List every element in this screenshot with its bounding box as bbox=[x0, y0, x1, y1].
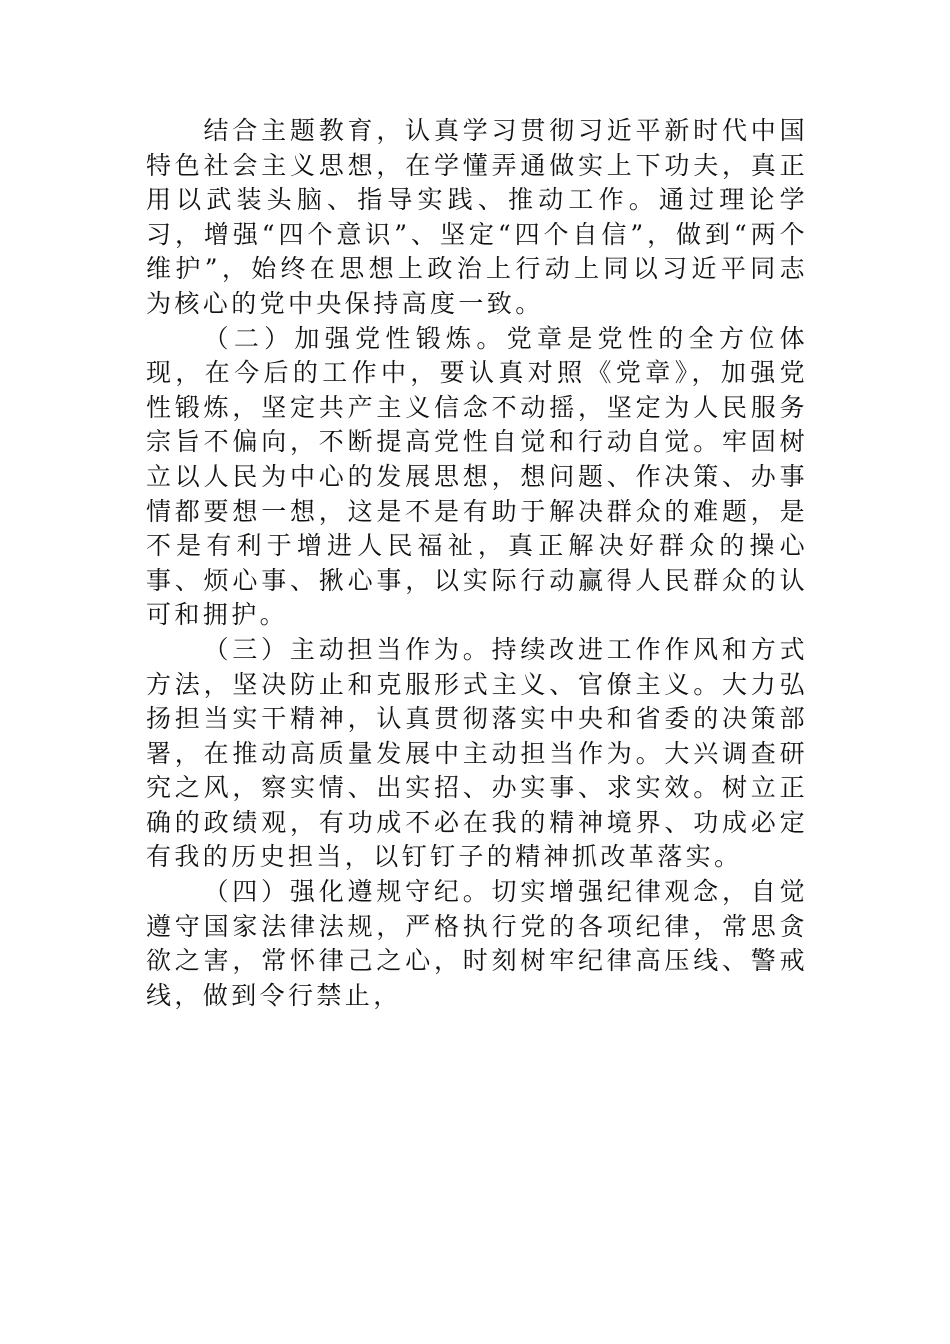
paragraph-heading: （二）加强党性锻炼。 bbox=[203, 323, 507, 353]
paragraph-responsibility bbox=[146, 633, 808, 875]
paragraph-text: 切实增强纪律观念，自觉遵守国家法律法规，严格执行党的各项纪律，常思贪欲之害，常怀律己之心，时刻树牢纪律高压线、警戒线，做到令行禁止， bbox=[146, 877, 808, 1010]
paragraph-text: 结合主题教育，认真学习贯彻习近平新时代中国特色社会主义思想，在学懂弄通做实上下功夫，真正用以武装头脑、指导实践、推动工作。通过理论学习，增强“四个意识”、坚定“四个自信”，做到“两个维护”，始终在思想上政治上行动上同以习近平同志为核心的党中央保持高度一致。 bbox=[146, 116, 808, 318]
paragraph-text: 党章是党性的全方位体现，在今后的工作中，要认真对照《党章》，加强党性锻炼，坚定共产主义信念不动摇，坚定为人民服务宗旨不偏向，不断提高党性自觉和行动自觉。牢固树立以人民为中心的发展思想，想问题、作决策、办事情都要想一想，这是不是有助于解决群众的难题，是不是有利于增进人民福祉，真正解决好群众的操心事、烦心事、揪心事，以实际行动赢得人民群众的认可和拥护。 bbox=[146, 323, 808, 630]
paragraph-party-spirit bbox=[146, 322, 808, 633]
paragraph-heading: （三）主动担当作为。 bbox=[203, 634, 492, 664]
document-body bbox=[146, 114, 808, 1013]
paragraph-heading: （四）强化遵规守纪。 bbox=[203, 877, 492, 907]
paragraph-discipline bbox=[146, 875, 808, 1013]
paragraph-study bbox=[146, 114, 808, 322]
paragraph-text: 持续改进工作作风和方式方法，坚决防止和克服形式主义、官僚主义。大力弘扬担当实干精神，认真贯彻落实中央和省委的决策部署，在推动高质量发展中主动担当作为。大兴调查研究之风，察实情、出实招、办实事、求实效。树立正确的政绩观，有功成不必在我的精神境界、功成必定有我的历史担当，以钉钉子的精神抓改革落实。 bbox=[146, 634, 808, 872]
